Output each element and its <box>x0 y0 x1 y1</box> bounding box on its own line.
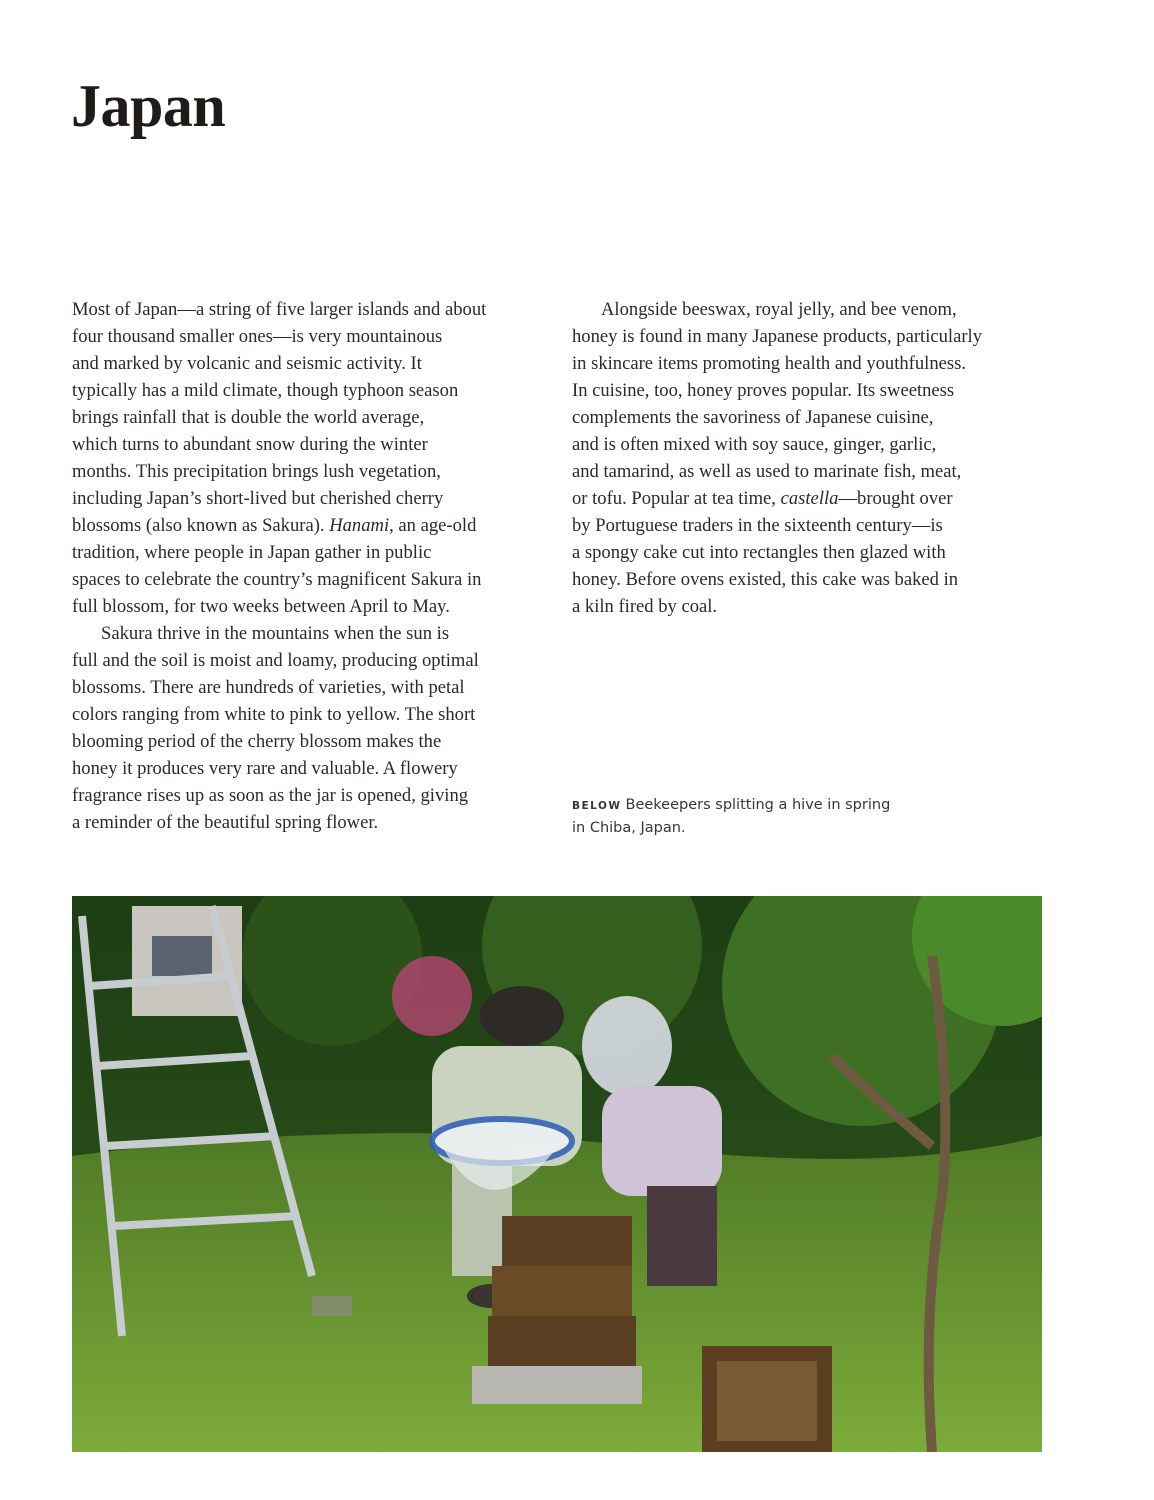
body-column-right <box>572 296 1062 620</box>
body-line: Most of Japan—a string of five larger islands and about <box>72 299 487 320</box>
body-line: a spongy cake cut into rectangles then glazed with <box>572 542 946 563</box>
body-line: and marked by volcanic and seismic activity. It <box>72 353 422 374</box>
body-line <box>572 485 1062 512</box>
body-line: full and the soil is moist and loamy, producing optimal <box>72 650 479 671</box>
caption-line <box>572 794 890 817</box>
body-line: honey it produces very rare and valuable. A flowery <box>72 758 458 779</box>
stone <box>312 1296 352 1316</box>
photo-illustration <box>72 896 1042 1452</box>
caption-text: Beekeepers splitting a hive in spring <box>625 797 891 813</box>
hanami-term: Hanami <box>329 515 390 536</box>
body-line: including Japan’s short-lived but cherished cherry <box>72 488 444 509</box>
caption-label: BELOW <box>572 800 622 812</box>
body-line <box>72 512 554 539</box>
body-line: Sakura thrive in the mountains when the sun is <box>101 623 450 644</box>
caption-line: in Chiba, Japan. <box>572 820 686 836</box>
body-line: colors ranging from white to pink to yellow. The short <box>72 704 476 725</box>
body-line: in skincare items promoting health and youthfulness. <box>572 353 967 374</box>
body-line: and is often mixed with soy sauce, ginger, garlic, <box>572 434 937 455</box>
body-line: months. This precipitation brings lush vegetation, <box>72 461 441 482</box>
body-line: complements the savoriness of Japanese cuisine, <box>572 407 934 428</box>
body-column-left <box>72 296 554 836</box>
body-line: tradition, where people in Japan gather in public <box>72 542 432 563</box>
photo-caption <box>572 794 890 839</box>
body-line: and tamarind, as well as used to marinate fish, meat, <box>572 461 962 482</box>
body-line: typically has a mild climate, though typhoon season <box>72 380 459 401</box>
body-line: honey is found in many Japanese products, particularly <box>572 326 982 347</box>
body-line: a kiln fired by coal. <box>572 596 718 617</box>
body-line: by Portuguese traders in the sixteenth century—is <box>572 515 943 536</box>
body-line: four thousand smaller ones—is very mountainous <box>72 326 443 347</box>
body-line: fragrance rises up as soon as the jar is opened, giving <box>72 785 469 806</box>
body-line: a reminder of the beautiful spring flower. <box>72 812 379 833</box>
body-line: which turns to abundant snow during the winter <box>72 434 428 455</box>
body-text: , an age-old <box>389 515 477 536</box>
castella-term: castella <box>780 488 839 509</box>
body-text: —brought over <box>838 488 953 509</box>
body-line: In cuisine, too, honey proves popular. Its sweetness <box>572 380 955 401</box>
body-line: full blossom, for two weeks between April to May. <box>72 596 450 617</box>
body-line: Alongside beeswax, royal jelly, and bee venom, <box>601 299 957 320</box>
hive-box <box>702 1346 832 1452</box>
body-line: blossoms. There are hundreds of varieties, with petal <box>72 677 465 698</box>
page-title: Japan <box>71 73 226 139</box>
body-line: blooming period of the cherry blossom makes the <box>72 731 442 752</box>
flower-bush <box>392 956 472 1036</box>
body-line: brings rainfall that is double the world average, <box>72 407 425 428</box>
body-line: spaces to celebrate the country’s magnificent Sakura in <box>72 569 482 590</box>
building-window <box>152 936 212 976</box>
body-text: or tofu. Popular at tea time, <box>572 488 781 509</box>
beekeepers-photo <box>72 896 1042 1452</box>
body-line: honey. Before ovens existed, this cake was baked in <box>572 569 959 590</box>
body-text: blossoms (also known as Sakura). <box>72 515 330 536</box>
